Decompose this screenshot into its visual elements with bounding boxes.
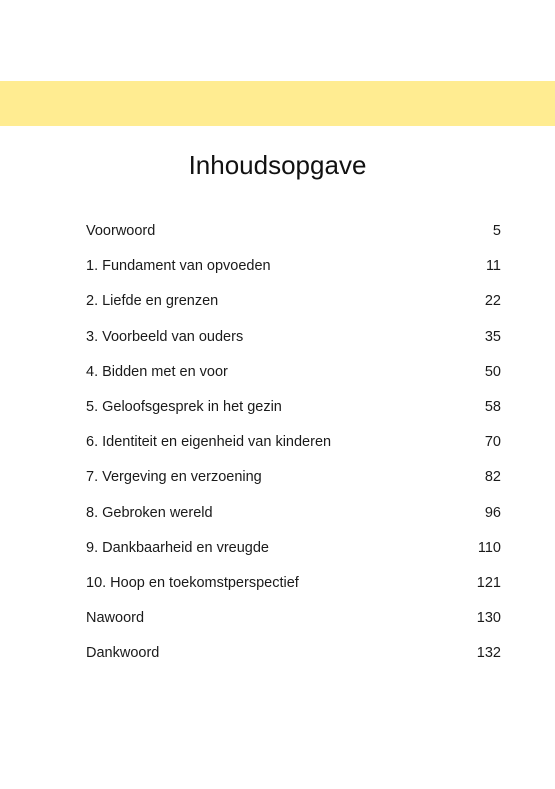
toc-entry-page: 22 bbox=[484, 293, 501, 310]
toc-entry-chapter-8[interactable] bbox=[86, 503, 501, 538]
toc-entry-chapter-6[interactable] bbox=[86, 432, 501, 467]
toc-entry-page: 130 bbox=[476, 610, 501, 627]
toc-entry-chapter-10[interactable] bbox=[86, 573, 501, 608]
toc-entry-label: 5. Geloofsgesprek in het gezin bbox=[86, 398, 282, 415]
toc-entry-label: 2. Liefde en grenzen bbox=[86, 293, 219, 310]
toc-entry-chapter-5[interactable] bbox=[86, 397, 501, 432]
toc-entry-nawoord[interactable] bbox=[86, 608, 501, 643]
toc-entry-page: 132 bbox=[476, 645, 501, 662]
toc-entry-label: Dankwoord bbox=[86, 645, 160, 662]
toc-entry-label: Nawoord bbox=[86, 610, 145, 627]
toc-entry-label: 4. Bidden met en voor bbox=[86, 363, 228, 380]
toc-entry-label: 1. Fundament van opvoeden bbox=[86, 258, 271, 275]
toc-entry-page: 50 bbox=[484, 363, 501, 380]
header-band bbox=[0, 81, 555, 126]
toc-entry-label: 10. Hoop en toekomstperspectief bbox=[86, 574, 299, 591]
toc-entry-chapter-3[interactable] bbox=[86, 327, 501, 362]
toc-entry-page: 5 bbox=[492, 223, 501, 239]
toc-entry-page: 96 bbox=[484, 504, 501, 521]
toc-entry-label: 8. Gebroken wereld bbox=[86, 504, 213, 521]
toc-entry-page: 58 bbox=[484, 398, 501, 415]
toc-entry-label: 3. Voorbeeld van ouders bbox=[86, 328, 244, 345]
toc-entry-label: Voorwoord bbox=[86, 223, 156, 239]
toc-entry-chapter-9[interactable] bbox=[86, 538, 501, 573]
table-of-contents bbox=[86, 221, 501, 678]
toc-entry-page: 121 bbox=[476, 574, 501, 591]
toc-entry-chapter-2[interactable] bbox=[86, 291, 501, 326]
toc-entry-voorwoord[interactable] bbox=[86, 221, 501, 256]
toc-entry-chapter-1[interactable] bbox=[86, 256, 501, 291]
toc-entry-chapter-7[interactable] bbox=[86, 467, 501, 502]
toc-entry-page: 110 bbox=[477, 539, 501, 556]
toc-entry-page: 35 bbox=[484, 328, 501, 345]
toc-entry-page: 70 bbox=[484, 434, 501, 451]
toc-entry-dankwoord[interactable] bbox=[86, 643, 501, 678]
toc-entry-page: 82 bbox=[484, 469, 501, 486]
page-title: Inhoudsopgave bbox=[188, 150, 367, 180]
toc-entry-label: 7. Vergeving en verzoening bbox=[86, 469, 262, 486]
toc-entry-page: 11 bbox=[485, 258, 501, 275]
toc-entry-chapter-4[interactable] bbox=[86, 362, 501, 397]
toc-entry-label: 9. Dankbaarheid en vreugde bbox=[86, 539, 269, 556]
toc-entry-label: 6. Identiteit en eigenheid van kinderen bbox=[86, 434, 332, 451]
